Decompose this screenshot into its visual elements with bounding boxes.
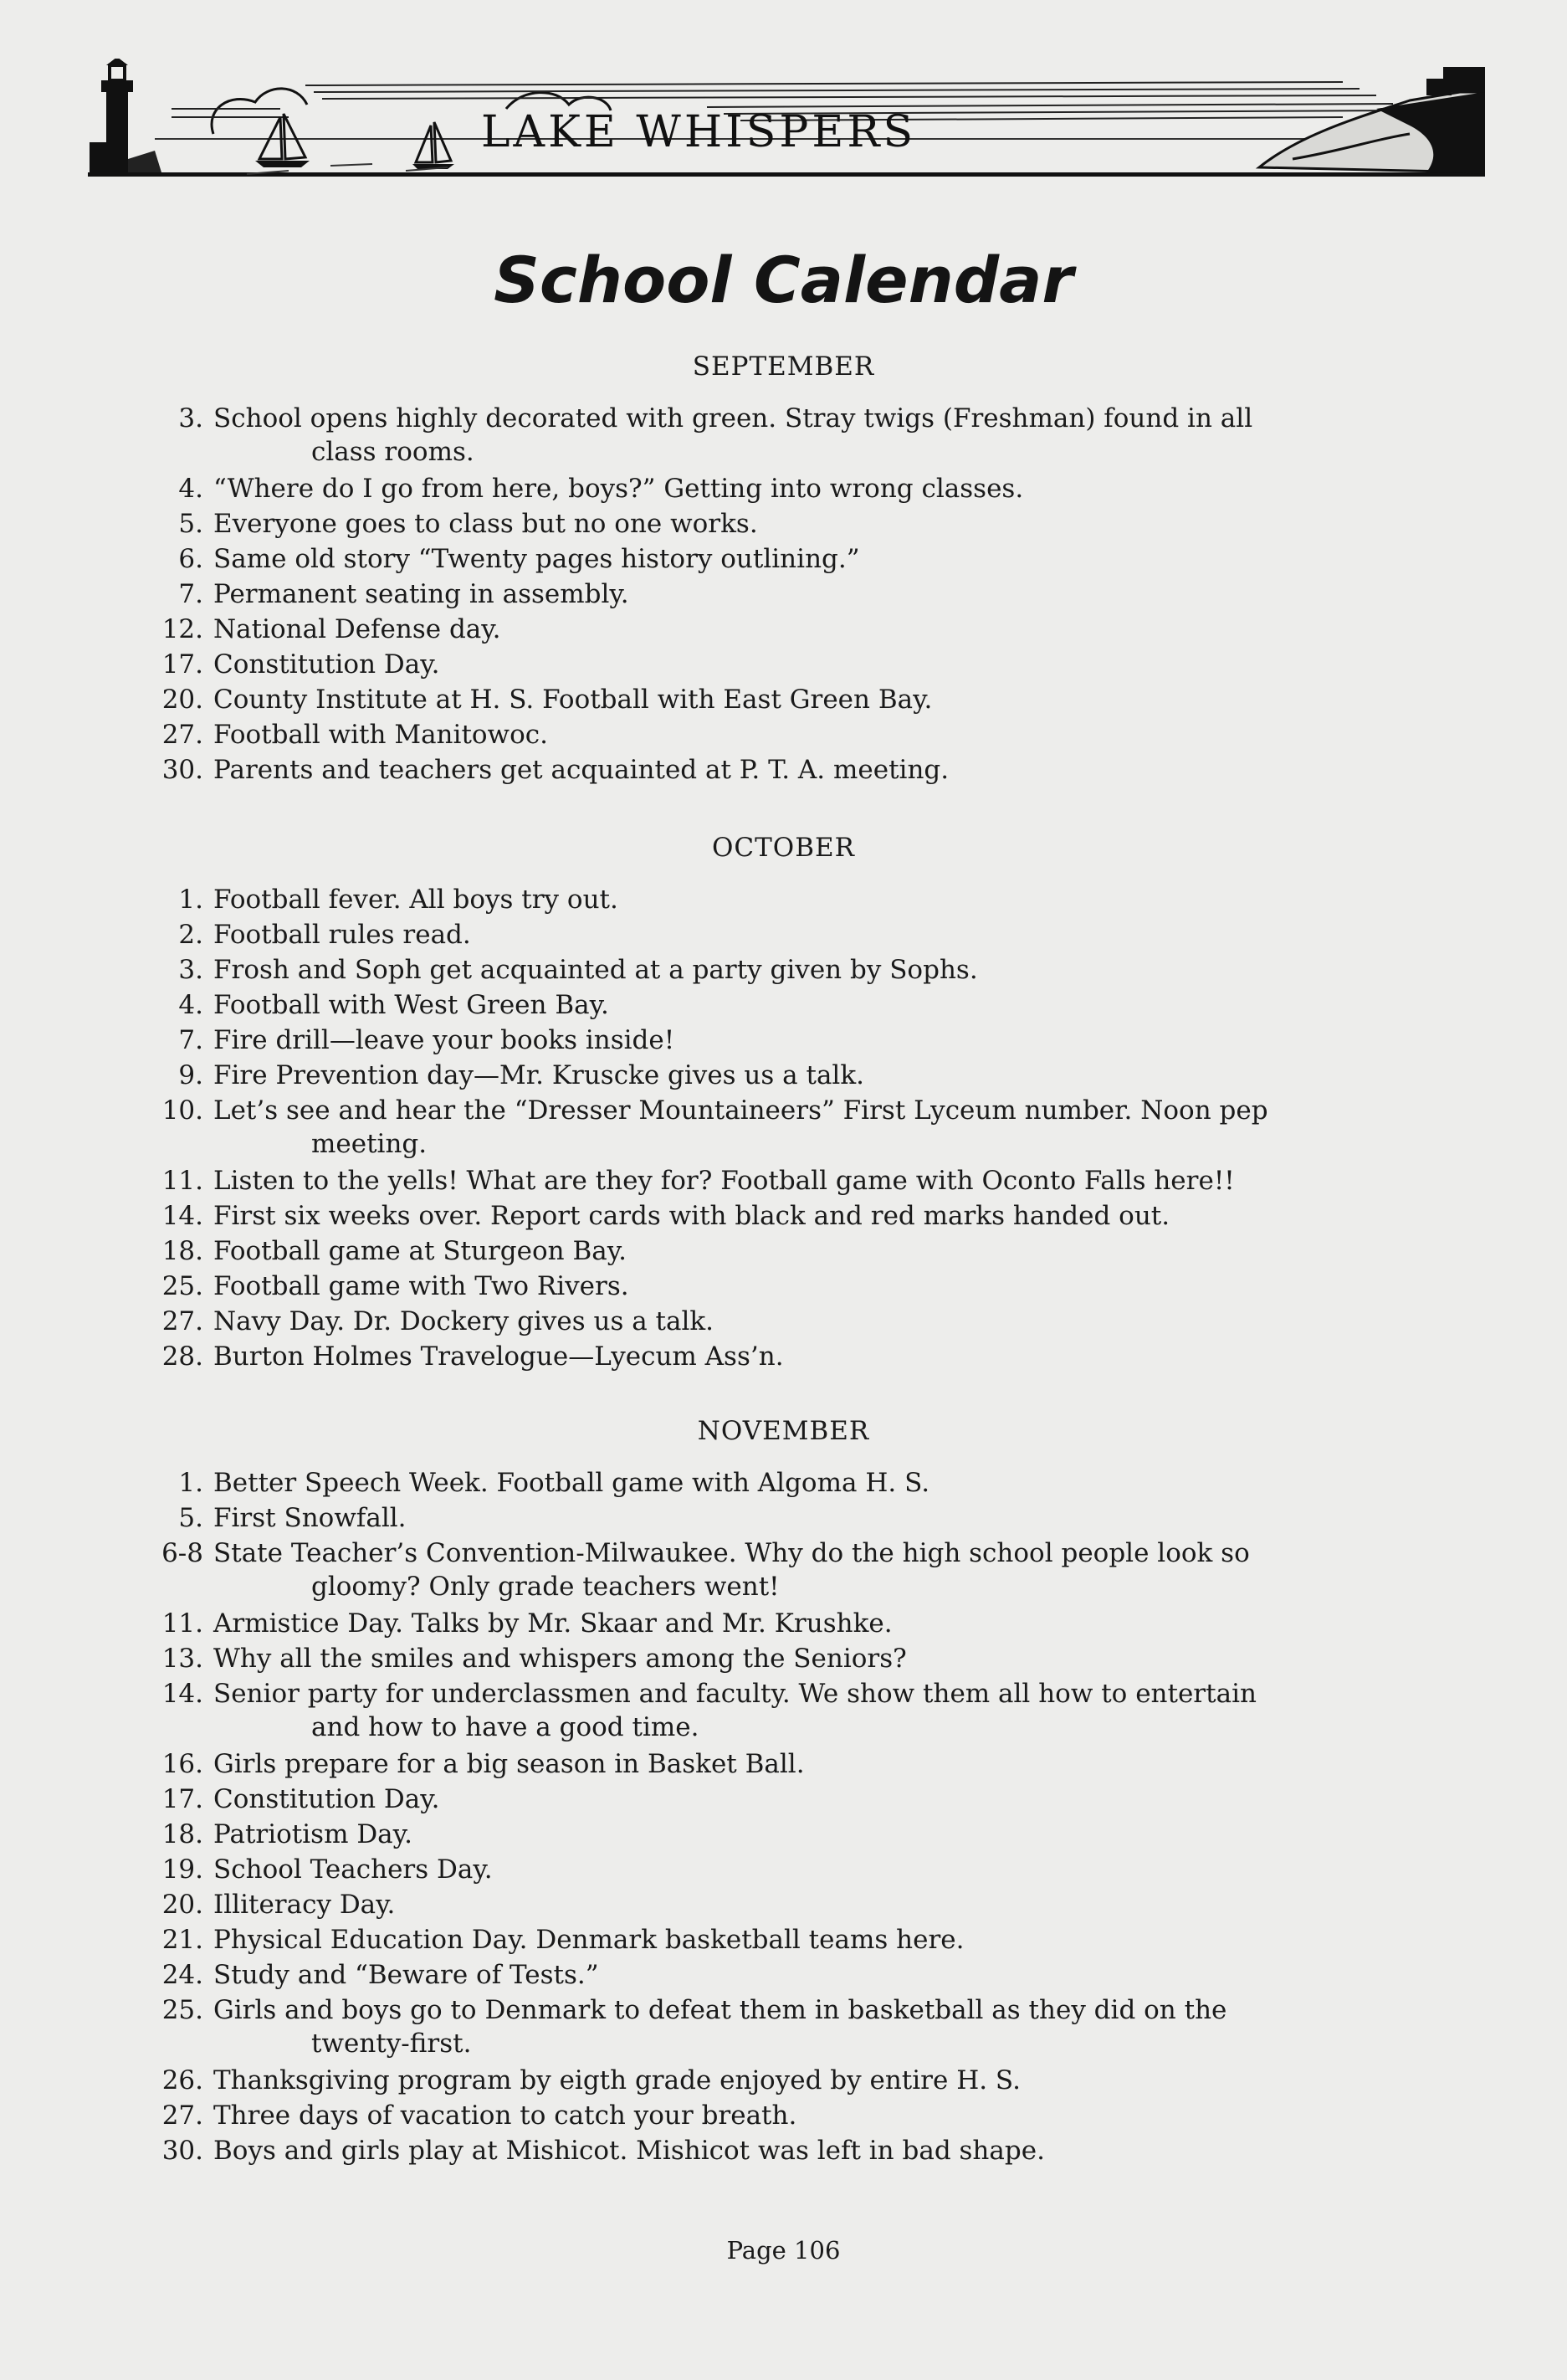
entry-date: 25. [161,1995,203,2025]
entry-text-block [213,1818,1422,1851]
entry-text: Frosh and Soph get acquainted at a party given by Sophs. [213,955,978,985]
entry-text-block [213,402,1422,469]
entry-text-block [213,1305,1422,1338]
entry-text-block [213,1958,1422,1992]
entry-text-block [213,542,1422,576]
entry-text: First six weeks over. Report cards with black and red marks handed out. [213,1201,1170,1231]
entry-text: Football fever. All boys try out. [213,885,618,915]
entry-date: 24. [161,1960,203,1990]
entry-date: 5. [178,509,203,539]
entry-date: 10. [161,1095,203,1126]
entry-text: Navy Day. Dr. Dockery gives us a talk. [213,1306,714,1336]
entry-text-block [213,683,1422,716]
entry-text-block [213,2134,1422,2167]
entry-text: Why all the smiles and whispers among the Seniors? [213,1644,907,1674]
entry-text: Constitution Day. [213,1784,440,1814]
entry-date: 3. [178,955,203,985]
entry-date: 17. [161,1784,203,1814]
entry-text: Girls and boys go to Denmark to defeat them in basketball as they did on the [213,1995,1227,2025]
page-title: School Calendar [494,243,1073,317]
page-number: Page 106 [726,2236,841,2265]
entry-text-block [213,1747,1422,1781]
entry-date: 1. [178,1468,203,1498]
entry-text-block [213,718,1422,751]
entry-text: Better Speech Week. Football game with Algoma H. S. [213,1468,930,1498]
entry-text-block [213,1270,1422,1303]
entry-text: Football game with Two Rivers. [213,1271,629,1301]
month-heading: SEPTEMBER [692,351,875,382]
entry-text-block [213,883,1422,916]
entry-text-continuation: meeting. [311,1129,428,1159]
entry-date: 6. [178,544,203,574]
entry-date: 27. [161,2100,203,2131]
entry-text: Boys and girls play at Mishicot. Mishicot was left in bad shape. [213,2136,1045,2166]
entry-date: 2. [178,920,203,950]
entry-text-block [213,1607,1422,1640]
entry-text-block [213,1677,1422,1744]
entry-text: Girls prepare for a big season in Basket Ball. [213,1749,805,1779]
entry-text-block [213,1094,1422,1161]
entry-text: Study and “Beware of Tests.” [213,1960,599,1990]
entry-text: School opens highly decorated with green. Stray twigs (Freshman) found in all [213,403,1253,433]
entry-text-block [213,1536,1422,1603]
entry-date: 11. [161,1608,203,1639]
entry-text-block [213,2099,1422,2132]
entry-text: Parents and teachers get acquainted at P. T. A. meeting. [213,755,950,785]
entry-text-block [213,1923,1422,1957]
entry-date: 7. [178,1025,203,1055]
entry-text-block [213,1466,1422,1500]
entry-text: Physical Education Day. Denmark basketball teams here. [213,1925,965,1955]
entry-text: Fire drill—leave your books inside! [213,1025,675,1055]
entry-text-block [213,507,1422,541]
entry-date: 14. [161,1679,203,1709]
entry-date: 20. [161,1890,203,1920]
entry-text-continuation: and how to have a good time. [311,1712,699,1742]
entry-text-continuation: twenty-first. [311,2029,472,2059]
entry-text-block [213,1993,1422,2060]
entry-date: 6-8 [161,1538,203,1568]
entry-text: State Teacher’s Convention-Milwaukee. Why do the high school people look so [213,1538,1250,1568]
entry-text-block [213,1642,1422,1675]
entry-text: Listen to the yells! What are they for? Football game with Oconto Falls here!! [213,1166,1235,1196]
entry-date: 4. [178,474,203,504]
entry-text: Thanksgiving program by eigth grade enjoyed by entire H. S. [213,2065,1021,2095]
entry-text-block [213,1164,1422,1198]
entry-date: 19. [161,1854,203,1885]
entry-text: Three days of vacation to catch your breath. [213,2100,797,2131]
entry-text-block [213,988,1422,1022]
entry-date: 27. [161,720,203,750]
entry-text: Football game at Sturgeon Bay. [213,1236,627,1266]
entry-text-block [213,1853,1422,1886]
entry-text-block [213,577,1422,611]
entry-date: 28. [161,1341,203,1372]
entry-text-block [213,753,1422,787]
banner-title: LAKE WHISPERS [481,107,917,157]
entry-text-block [213,1023,1422,1057]
entry-text: First Snowfall. [213,1503,407,1533]
month-heading: NOVEMBER [697,1416,870,1446]
entry-text-block [213,2064,1422,2097]
entry-date: 7. [178,579,203,609]
entry-text-block [213,1234,1422,1268]
header-banner [88,59,1485,184]
entry-text-block [213,648,1422,681]
sailboat-icon [255,114,310,167]
entry-text: Permanent seating in assembly. [213,579,629,609]
entry-date: 17. [161,649,203,680]
entry-text-block [213,472,1422,505]
entry-date: 30. [161,2136,203,2166]
entry-text-block [213,1782,1422,1816]
entry-text: Armistice Day. Talks by Mr. Skaar and Mr. Krushke. [213,1608,893,1639]
entry-text: Let’s see and hear the “Dresser Mountaineers” First Lyceum number. Noon pep [213,1095,1268,1126]
entry-text-continuation: gloomy? Only grade teachers went! [311,1572,780,1602]
entry-date: 18. [161,1819,203,1849]
entry-text: Everyone goes to class but no one works. [213,509,758,539]
entry-date: 21. [161,1925,203,1955]
entry-text: Football rules read. [213,920,471,950]
sailboat-icon [412,122,454,169]
entry-date: 27. [161,1306,203,1336]
entry-date: 30. [161,755,203,785]
entry-date: 5. [178,1503,203,1533]
entry-text: Illiteracy Day. [213,1890,396,1920]
entry-date: 12. [161,614,203,644]
entry-text: County Institute at H. S. Football with East Green Bay. [213,685,933,715]
entry-text: Fire Prevention day—Mr. Kruscke gives us a talk. [213,1060,864,1090]
entry-text: Patriotism Day. [213,1819,412,1849]
entry-date: 4. [178,990,203,1020]
entry-text: Senior party for underclassmen and faculty. We show them all how to entertain [213,1679,1257,1709]
entry-text-block [213,918,1422,951]
entry-text: School Teachers Day. [213,1854,493,1885]
entry-text: National Defense day. [213,614,501,644]
lighthouse-icon [90,59,161,172]
entry-text-block [213,1059,1422,1092]
entry-date: 18. [161,1236,203,1266]
entry-date: 16. [161,1749,203,1779]
entry-date: 1. [178,885,203,915]
entry-text-block [213,1340,1422,1373]
entry-text-block [213,1199,1422,1233]
entry-text: Burton Holmes Travelogue—Lyecum Ass’n. [213,1341,784,1372]
entry-date: 14. [161,1201,203,1231]
entry-date: 25. [161,1271,203,1301]
entry-date: 26. [161,2065,203,2095]
entry-date: 20. [161,685,203,715]
entry-date: 13. [161,1644,203,1674]
entry-text-continuation: class rooms. [311,437,474,467]
entry-text: Constitution Day. [213,649,440,680]
entry-date: 11. [161,1166,203,1196]
entry-text: Football with West Green Bay. [213,990,609,1020]
entry-text: “Where do I go from here, boys?” Getting into wrong classes. [213,474,1024,504]
entry-date: 3. [178,403,203,433]
entry-text: Same old story “Twenty pages history outlining.” [213,544,860,574]
month-heading: OCTOBER [712,833,855,863]
entry-text-block [213,613,1422,646]
entry-text: Football with Manitowoc. [213,720,548,750]
entry-date: 9. [178,1060,203,1090]
entry-text-block [213,953,1422,987]
entry-text-block [213,1501,1422,1535]
entry-text-block [213,1888,1422,1921]
